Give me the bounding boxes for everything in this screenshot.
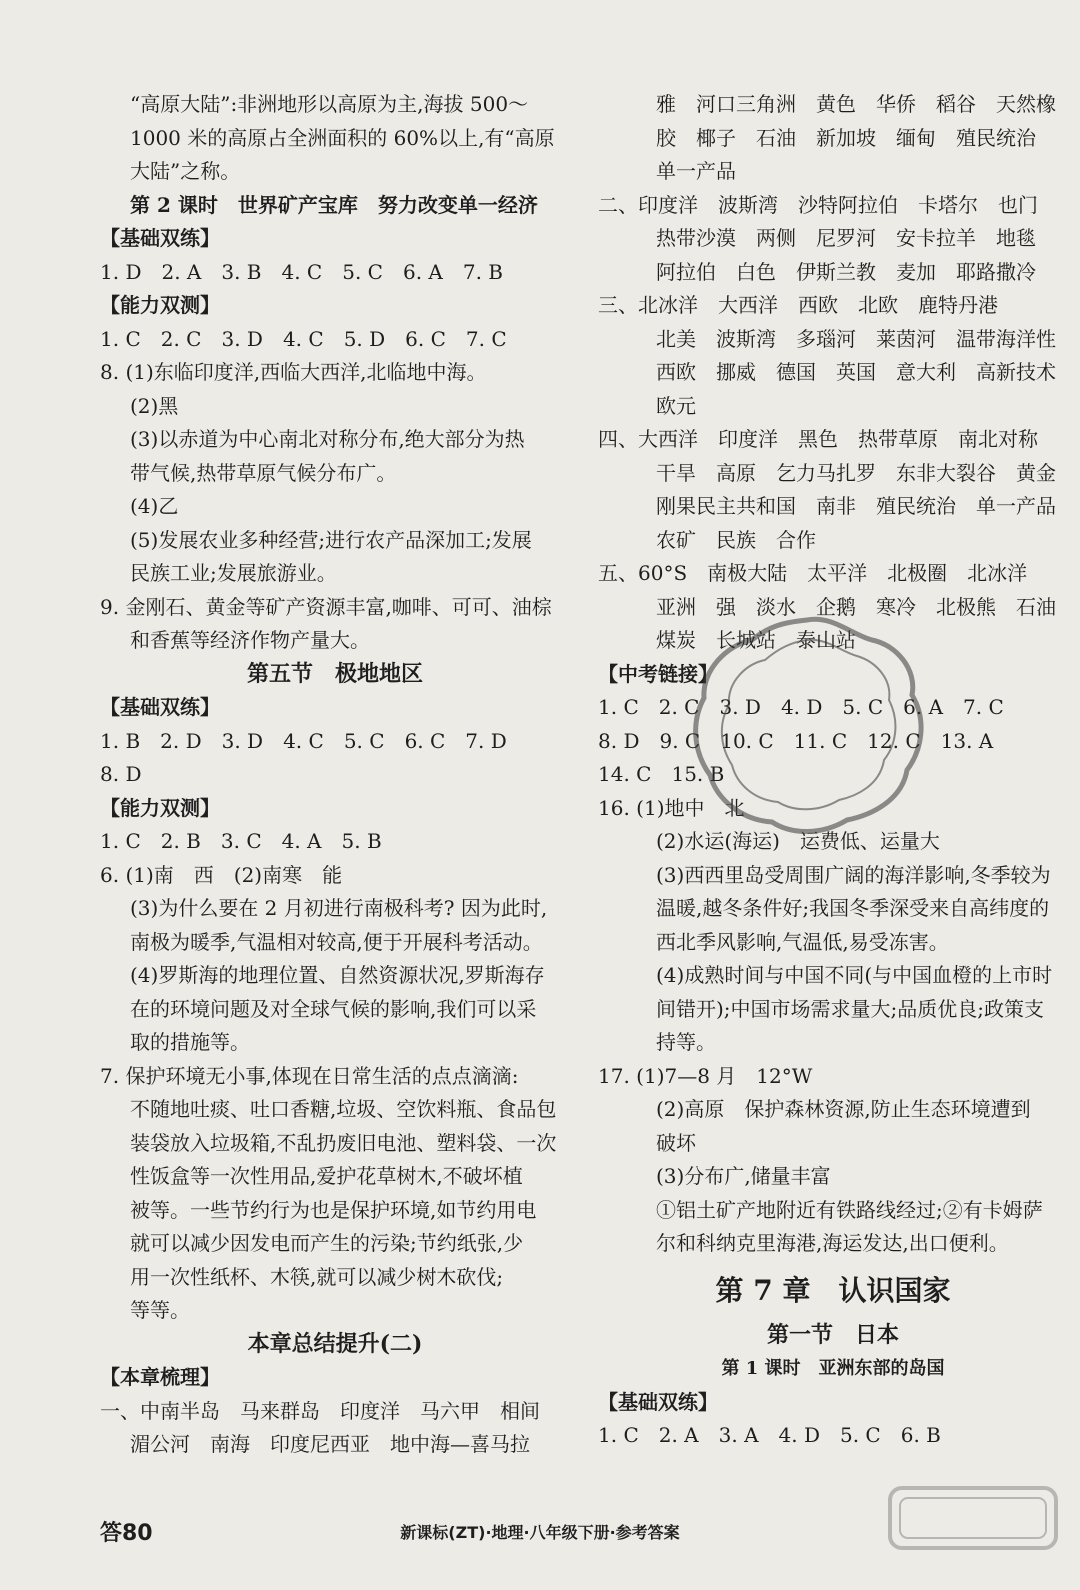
text-line: 本章总结提升(二) [247, 1330, 423, 1357]
text-line: 1. C 2. C 3. D 4. C 5. D 6. C 7. C [100, 326, 507, 351]
text-line: (2)高原 保护森林资源,防止生态环境遭到 [656, 1097, 1031, 1121]
text-line: 破坏 [656, 1130, 696, 1155]
footer-caption: 新课标(ZT)·地理·八年级下册·参考答案 [400, 1523, 680, 1542]
text-line: 一、中南半岛 马来群岛 印度洋 马六甲 相间 [100, 1398, 540, 1423]
text-line: 煤炭 长城站 泰山站 [656, 628, 856, 652]
text-line: 南极为暖季,气温相对较高,便于开展科考活动。 [130, 929, 543, 954]
text-line: 8. (1)东临印度洋,西临大西洋,北临地中海。 [100, 360, 487, 384]
text-line: 刚果民主共和国 南非 殖民统治 单一产品 [656, 494, 1056, 518]
text-line: 雅 河口三角洲 黄色 华侨 稻谷 天然橡 [656, 92, 1056, 116]
text-line: 1. C 2. B 3. C 4. A 5. B [100, 829, 382, 853]
lesson-title: 第 1 课时 亚洲东部的岛国 [721, 1358, 945, 1379]
text-line: (3)以赤道为中心南北对称分布,绝大部分为热 [130, 427, 525, 451]
text-line: 17. (1)7—8 月 12°W [598, 1063, 813, 1088]
text-line: (3)为什么要在 2 月初进行南极科考? 因为此时, [130, 896, 548, 920]
section-title: 第一节 日本 [766, 1321, 899, 1348]
text-line: 【基础双练】 [100, 695, 220, 719]
left-column [100, 88, 570, 1462]
text-line: 1. C 2. C 3. D 4. D 5. C 6. A 7. C [598, 695, 1004, 719]
text-line: 1. B 2. D 3. D 4. C 5. C 6. C 7. D [100, 728, 507, 753]
text-line: 单一产品 [656, 159, 736, 183]
text-line: (2)水运(海运) 运费低、运量大 [656, 829, 940, 853]
text-line: 8. D 9. C 10. C 11. C 12. C 13. A [598, 728, 994, 753]
text-line: 【能力双测】 [100, 293, 220, 317]
text-line: 就可以减少因发电而产生的污染;节约纸张,少 [130, 1231, 524, 1255]
text-line: 1. D 2. A 3. B 4. C 5. C 6. A 7. B [100, 259, 503, 284]
text-line: 1000 米的高原占全洲面积的 60%以上,有“高原 [130, 125, 555, 150]
text-line: 湄公河 南海 印度尼西亚 地中海—喜马拉 [130, 1432, 530, 1456]
text-line: 四、大西洋 印度洋 黑色 热带草原 南北对称 [598, 427, 1038, 451]
text-line: 阿拉伯 白色 伊斯兰教 麦加 耶路撒冷 [656, 259, 1036, 284]
text-line: (3)西西里岛受周围广阔的海洋影响,冬季较为 [656, 862, 1051, 887]
text-line: 五、60°S 南极大陆 太平洋 北极圈 北冰洋 [598, 561, 1028, 585]
text-line: 在的环境问题及对全球气候的影响,我们可以采 [130, 996, 537, 1021]
text-line: 6. (1)南 西 (2)南寒 能 [100, 862, 343, 887]
chapter-title: 第 7 章 认识国家 [715, 1273, 951, 1307]
text-line: 尔和科纳克里海港,海运发达,出口便利。 [656, 1231, 1009, 1255]
text-line: 14. C 15. B [598, 762, 725, 786]
text-line: 等等。 [130, 1298, 190, 1322]
text-line: 7. 保护环境无小事,体现在日常生活的点点滴滴: [100, 1063, 519, 1088]
page-number: 答80 [100, 1521, 153, 1546]
text-line: 胶 椰子 石油 新加坡 缅甸 殖民统治 [656, 125, 1036, 150]
text-line: 【中考链接】 [598, 661, 718, 686]
text-line: 8. D [100, 762, 142, 786]
text-line: 温暖,越冬条件好;我国冬季深受来自高纬度的 [656, 896, 1050, 920]
text-line: 性饭盒等一次性用品,爱护花草树木,不破坏植 [130, 1164, 523, 1188]
text-line: (2)黑 [130, 393, 179, 418]
text-line: “高原大陆”:非洲地形以高原为主,海拔 500～ [130, 92, 529, 116]
text-line: 取的措施等。 [130, 1030, 250, 1054]
text-line: 干旱 高原 乞力马扎罗 东非大裂谷 黄金 [656, 460, 1056, 485]
text-line: 热带沙漠 两侧 尼罗河 安卡拉羊 地毯 [656, 226, 1036, 250]
text-line: 欧元 [656, 393, 696, 418]
text-line: 北美 波斯湾 多瑙河 莱茵河 温带海洋性 [656, 326, 1056, 351]
text-line: 【本章梳理】 [100, 1365, 220, 1389]
text-line: ①铝土矿产地附近有铁路线经过;②有卡姆萨 [656, 1197, 1043, 1222]
text-line: (4)罗斯海的地理位置、自然资源状况,罗斯海存 [130, 963, 545, 987]
text-line: 持等。 [656, 1030, 716, 1054]
stamp-seal [682, 610, 932, 840]
text-line: 用一次性纸杯、木筷,就可以减少树木砍伐; [130, 1264, 504, 1289]
text-line: 不随地吐痰、吐口香糖,垃圾、空饮料瓶、食品包 [130, 1097, 557, 1121]
right-column-bottom [598, 1386, 1068, 1453]
text-line: (5)发展农业多种经营;进行农产品深加工;发展 [130, 527, 532, 552]
text-line: 1. C 2. A 3. A 4. D 5. C 6. B [598, 1423, 941, 1447]
text-line: 带气候,热带草原气候分布广。 [130, 460, 397, 485]
text-line: 【基础双练】 [598, 1389, 718, 1414]
text-line: 西北季风影响,气温低,易受冻害。 [656, 929, 949, 954]
text-line: 间错开);中国市场需求量大;品质优良;政策支 [656, 996, 1045, 1021]
text-line: 【能力双测】 [100, 795, 220, 820]
text-line: 9. 金刚石、黄金等矿产资源丰富,咖啡、可可、油棕 [100, 594, 552, 619]
text-line: 西欧 挪威 德国 英国 意大利 高新技术 [656, 360, 1056, 384]
text-line: 装袋放入垃圾箱,不乱扔废旧电池、塑料袋、一次 [130, 1130, 557, 1155]
text-line: 第 2 课时 世界矿产宝库 努力改变单一经济 [130, 192, 538, 217]
text-line: (4)成熟时间与中国不同(与中国血橙的上市时 [656, 963, 1053, 987]
text-line: (3)分布广,储量丰富 [656, 1164, 831, 1188]
text-line: 亚洲 强 淡水 企鹅 寒冷 北极熊 石油 [656, 594, 1056, 619]
text-line: 二、印度洋 波斯湾 沙特阿拉伯 卡塔尔 也门 [598, 192, 1038, 217]
text-line: 被等。一些节约行为也是保护环境,如节约用电 [130, 1197, 537, 1222]
text-line: 【基础双练】 [100, 226, 220, 250]
text-line: 16. (1)地中 北 [598, 795, 745, 820]
text-line: 三、北冰洋 大西洋 西欧 北欧 鹿特丹港 [598, 293, 998, 317]
text-line: 第五节 极地地区 [246, 660, 423, 687]
text-line: (4)乙 [130, 494, 179, 518]
text-line: 和香蕉等经济作物产量大。 [130, 628, 370, 652]
text-line: 大陆”之称。 [130, 159, 241, 183]
text-line: 农矿 民族 合作 [656, 527, 816, 552]
text-line: 民族工业;发展旅游业。 [130, 561, 337, 585]
